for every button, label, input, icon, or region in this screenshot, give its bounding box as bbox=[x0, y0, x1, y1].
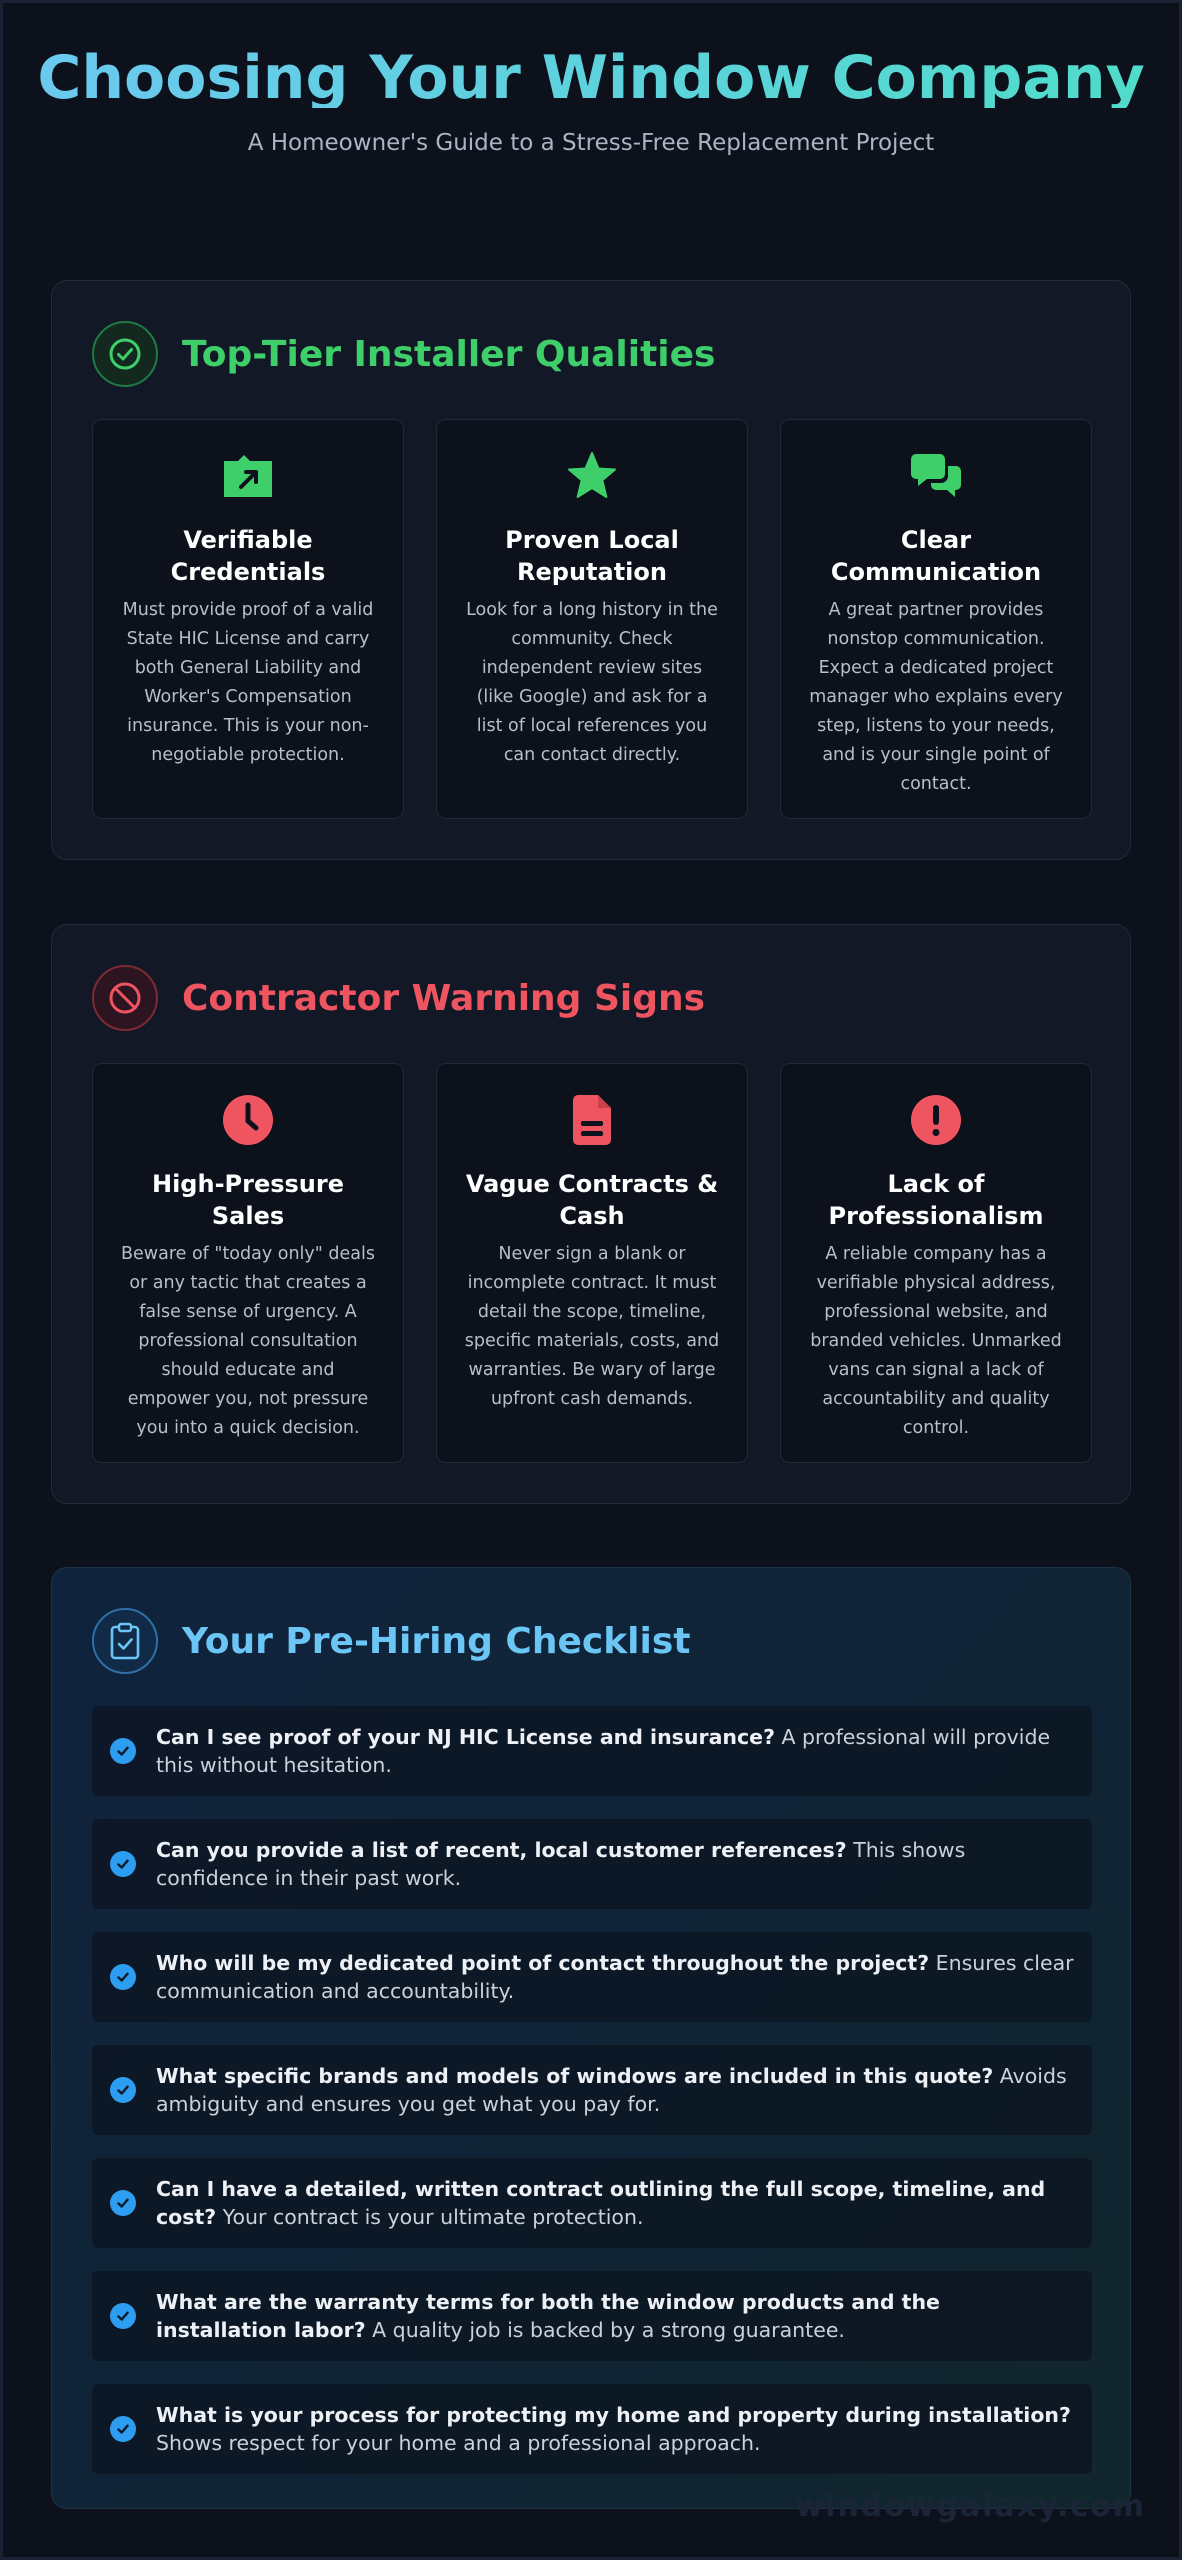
checklist-item bbox=[92, 1706, 1092, 1796]
checklist-item bbox=[92, 2158, 1092, 2248]
card-title: Lack of Professionalism bbox=[828, 1170, 1044, 1230]
page-title: Choosing Your Window Company bbox=[0, 48, 1182, 108]
card-title: Vague Contracts & Cash bbox=[465, 1170, 719, 1230]
card-text: Must provide proof of a valid State HIC License and carry both General Liability and Worker's Compensation insurance. This is your non-negotiable protection. bbox=[122, 600, 374, 765]
checklist-item-text bbox=[156, 2401, 1074, 2457]
checklist-header bbox=[92, 1608, 690, 1674]
checklist-question: Who will be my dedicated point of contact throughout the project? bbox=[156, 1951, 930, 1975]
checklist-item-text bbox=[156, 1836, 1074, 1892]
qualities-section bbox=[51, 280, 1131, 860]
prohibited-icon bbox=[92, 965, 158, 1031]
card-clear-communication bbox=[780, 419, 1092, 819]
checklist-question: Can you provide a list of recent, local customer references? bbox=[156, 1838, 847, 1862]
qualities-cards bbox=[92, 419, 1092, 819]
warnings-header bbox=[92, 965, 705, 1031]
checklist-note: Shows respect for your home and a professional approach. bbox=[156, 2431, 761, 2455]
card-title: Proven Local Reputation bbox=[505, 526, 679, 586]
checklist-note: This shows confidence in their past work. bbox=[156, 1838, 966, 1890]
checklist-note: Avoids ambiguity and ensures you get what you pay for. bbox=[156, 2064, 1067, 2116]
card-text: Look for a long history in the community. Check independent review sites (like Google) and ask for a list of local references you can contact directly. bbox=[466, 600, 718, 765]
card-high-pressure-sales bbox=[92, 1063, 404, 1463]
checklist-item bbox=[92, 2045, 1092, 2135]
card-verifiable-credentials bbox=[92, 419, 404, 819]
check-icon bbox=[110, 1964, 136, 1990]
document-icon bbox=[463, 1092, 721, 1148]
certificate-icon bbox=[119, 448, 377, 504]
checklist-item bbox=[92, 2384, 1092, 2474]
qualities-title: Top-Tier Installer Qualities bbox=[182, 333, 716, 375]
card-title: Clear Communication bbox=[830, 526, 1042, 586]
checklist-item-text bbox=[156, 1949, 1074, 2005]
checklist-item-text bbox=[156, 2175, 1074, 2231]
chat-bubbles-icon bbox=[807, 448, 1065, 504]
card-proven-reputation bbox=[436, 419, 748, 819]
check-icon bbox=[110, 2190, 136, 2216]
checklist-question: Can I have a detailed, written contract outlining the full scope, timeline, and cost? bbox=[156, 2177, 1046, 2229]
checklist-item bbox=[92, 1932, 1092, 2022]
check-icon bbox=[110, 1738, 136, 1764]
exclamation-circle-icon bbox=[807, 1092, 1065, 1148]
card-title: High-Pressure Sales bbox=[151, 1170, 344, 1230]
card-title: Verifiable Credentials bbox=[170, 526, 326, 586]
checklist-question: What is your process for protecting my home and property during installation? bbox=[156, 2403, 1071, 2427]
clipboard-check-icon bbox=[92, 1608, 158, 1674]
card-text: A great partner provides nonstop communication. Expect a dedicated project manager who explains every step, listens to your needs, and is your single point of contact. bbox=[809, 600, 1063, 794]
checklist-title: Your Pre-Hiring Checklist bbox=[182, 1620, 691, 1662]
checklist-section bbox=[51, 1567, 1131, 2509]
card-text: A reliable company has a verifiable physical address, professional website, and branded vehicles. Unmarked vans can signal a lack of accountability and quality control. bbox=[810, 1244, 1062, 1438]
checklist-note: Ensures clear communication and accountability. bbox=[156, 1951, 1074, 2003]
warnings-cards bbox=[92, 1063, 1092, 1463]
checklist-item-text bbox=[156, 2062, 1074, 2118]
star-icon bbox=[463, 448, 721, 504]
checklist-question: What are the warranty terms for both the window products and the installation labor? bbox=[156, 2290, 940, 2342]
check-icon bbox=[110, 2416, 136, 2442]
clock-icon bbox=[119, 1092, 377, 1148]
check-circle-icon bbox=[92, 321, 158, 387]
checklist-item-text bbox=[156, 2288, 1074, 2344]
checklist-note: A professional will provide this without hesitation. bbox=[156, 1725, 1051, 1777]
card-vague-contracts bbox=[436, 1063, 748, 1463]
checklist-question: What specific brands and models of windows are included in this quote? bbox=[156, 2064, 994, 2088]
check-icon bbox=[110, 2303, 136, 2329]
checklist-item bbox=[92, 1819, 1092, 1909]
qualities-header bbox=[92, 321, 715, 387]
page-subtitle: A Homeowner's Guide to a Stress-Free Replacement Project bbox=[247, 130, 935, 156]
checklist-question: Can I see proof of your NJ HIC License and insurance? bbox=[156, 1725, 775, 1749]
checklist-items bbox=[92, 1706, 1092, 2497]
card-text: Never sign a blank or incomplete contract. It must detail the scope, timeline, specific materials, costs, and warranties. Be wary of large upfront cash demands. bbox=[464, 1244, 720, 1409]
card-text: Beware of "today only" deals or any tactic that creates a false sense of urgency. A professional consultation should educate and empower you, not pressure you into a quick decision. bbox=[121, 1244, 375, 1438]
checklist-note: Your contract is your ultimate protection. bbox=[222, 2205, 644, 2229]
checklist-item-text bbox=[156, 1723, 1074, 1779]
check-icon bbox=[110, 1851, 136, 1877]
warnings-section bbox=[51, 924, 1131, 1504]
checklist-note: A quality job is backed by a strong guarantee. bbox=[372, 2318, 845, 2342]
checklist-item bbox=[92, 2271, 1092, 2361]
card-lack-of-professionalism bbox=[780, 1063, 1092, 1463]
page-header bbox=[0, 43, 1182, 156]
watermark: windowgalaxy.com bbox=[795, 2489, 1146, 2524]
warnings-title: Contractor Warning Signs bbox=[182, 977, 706, 1019]
check-icon bbox=[110, 2077, 136, 2103]
